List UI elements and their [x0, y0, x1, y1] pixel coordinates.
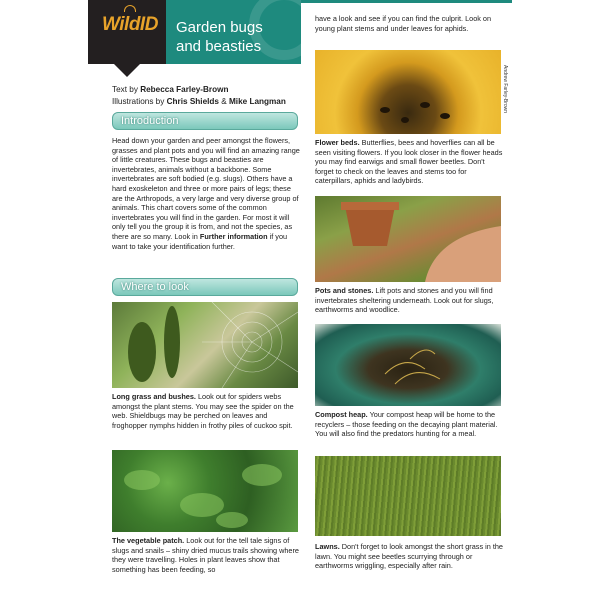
photo-spider-web: [112, 302, 298, 388]
eye-icon: [124, 5, 136, 12]
where-heading-bar: [112, 278, 298, 296]
photo-lawn: [315, 456, 501, 536]
introduction-heading: Introduction: [121, 115, 179, 127]
title-banner: [166, 0, 301, 64]
photo-compost: [315, 324, 501, 406]
leaflet-page: [88, 0, 512, 600]
photo-sunflower: [315, 50, 501, 134]
vegetable-illustration: [112, 450, 298, 532]
photo-pots: [315, 196, 501, 282]
compost-caption: Compost heap. Your compost heap will be home to the recyclers – those feeding on the decaying plant material. You will also find the predators hunting for a meal.: [315, 410, 498, 439]
page-title: Garden bugs and beasties: [176, 19, 263, 55]
photo-credit: Andrew Farley-Brown: [502, 65, 508, 114]
lawns-caption: Lawns. Don't forget to look amongst the short grass in the lawn. You might see beetles scurrying through or earthworms wriggling, especially after rain.: [315, 542, 503, 571]
flower-beds-caption: Flower beds. Butterflies, bees and hoverflies can all be seen visiting flowers. If you look closer in the flower heads you may find earwigs and small flower beetles. Don't forget to check on the leaves and stems too for caterpillars, aphids and ladybirds.: [315, 138, 503, 186]
sunflower-bees-illustration: [315, 50, 501, 134]
wildid-logo-box: [88, 0, 166, 64]
spider-web-illustration: [112, 302, 298, 388]
vegetable-caption: The vegetable patch. Look out for the tell tale signs of slugs and snails – shiny dried mucus trails showing where they were travelling. Holes in plant leaves show that something has been feeding, so: [112, 536, 299, 574]
long-grass-caption: Long grass and bushes. Look out for spiders webs amongst the plant stems. You may see the spider on the web. Shieldbugs may be perched on leaves and froghopper nymphs hidden in frothy piles of cuckoo spit.: [112, 392, 294, 430]
photo-vegetable-patch: [112, 450, 298, 532]
introduction-text: Head down your garden and peer amongst the flowers, grasses and plant pots and you will find an amazing range of little creatures. These bugs and beasties are invertebrates, animals without a backbone. Some invertebrates are soft bodied (e.g. slugs). Others have a hard exoskeleton and three or more pairs of legs; these are the Arthropods, a very large and very diverse group of animals. This chart covers some of the common invertebrates you will find in the garden. For most it will only tell you the group it is from, and not the species, as there are so many. Look in Further information if you want to take your identification further.: [112, 136, 300, 251]
compost-illustration: [315, 324, 501, 406]
right-top-text: have a look and see if you can find the culprit. Look on young plant stems and under leaves for aphids.: [315, 14, 492, 33]
wildid-logo: WildID: [102, 14, 158, 36]
introduction-heading-bar: [112, 112, 298, 130]
credits: Text by Rebecca Farley-Brown Illustrations by Chris Shields & Mike Langman: [112, 85, 286, 106]
top-rule: [301, 0, 512, 3]
pot-illustration: [315, 196, 501, 282]
pots-caption: Pots and stones. Lift pots and stones and you will find invertebrates sheltering underneath. Look out for slugs, earthworms and woodlice.: [315, 286, 494, 315]
logo-pointer: [114, 64, 140, 77]
where-heading: Where to look: [121, 281, 189, 293]
